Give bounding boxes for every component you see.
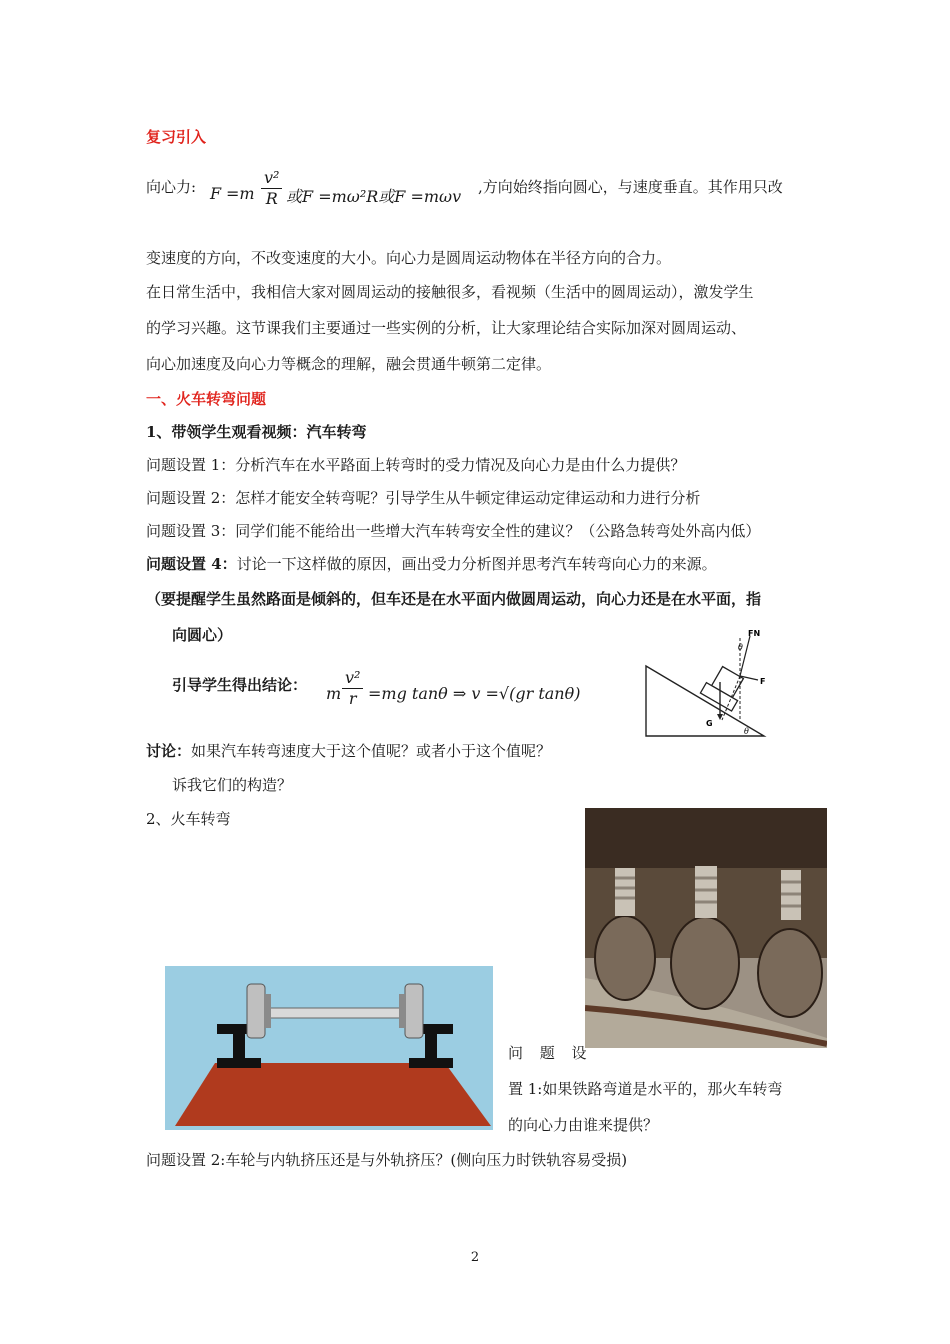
wheel-axle-illustration (165, 966, 493, 1130)
left-wheel (247, 984, 265, 1038)
review-heading: 复习引入 (146, 128, 207, 146)
review-para-3: 向心加速度及向心力等概念的理解，融会贯通牛顿第二定律。 (146, 355, 552, 373)
label-fn: FN (748, 629, 761, 638)
review-para-2: 的学习兴趣。这节课我们主要通过一些实例的分析，让大家理论结合实际加深对圆周运动、 (146, 319, 747, 337)
conclusion-label: 引导学生得出结论： (172, 676, 308, 694)
track-bed (175, 1063, 491, 1126)
incline-triangle (646, 666, 764, 736)
train-question-1-part-b: 置 1:如果铁路弯道是水平的，那火车转弯 (508, 1080, 783, 1098)
reminder-line-2: 向圆心） (172, 626, 233, 644)
discussion-line (146, 741, 551, 761)
force-label: 向心力: (146, 178, 197, 196)
train-question-2: 问题设置 2:车轮与内轨挤压还是与外轨挤压？(侧向压力时铁轨容易受损) (146, 1151, 628, 1169)
label-theta-bottom: θ (744, 727, 749, 736)
train-wheels-photo (585, 808, 827, 1048)
conclusion-fraction (342, 668, 363, 709)
subheading-train: 2、火车转弯 (146, 810, 231, 828)
conclusion-denominator: r (348, 689, 357, 708)
discussion-label: 讨论： (146, 742, 192, 760)
conclusion-formula-m: m (326, 684, 342, 703)
label-theta-top: θ (738, 643, 743, 652)
discussion-text: 如果汽车转弯速度大于这个值呢？或者小于这个值呢？ (191, 742, 552, 760)
force-description: ,方向始终指向圆心，与速度垂直。其作用只改 (478, 178, 783, 196)
train-question-1-part-a: 问 题 设 (508, 1044, 593, 1062)
centripetal-force-line (146, 168, 826, 224)
review-line-2: 变速度的方向，不改变速度的大小。向心力是圆周运动物体在半径方向的合力。 (146, 249, 672, 267)
conclusion-formula-rest: =mg tanθ ⇒ v =√(gr tanθ) (368, 684, 581, 703)
question-4-text: 讨论一下这样做的原因，画出受力分析图并思考汽车转弯向心力的来源。 (236, 555, 717, 573)
reminder-line-1: （要提醒学生虽然路面是倾斜的，但车还是在水平面内做圆周运动，向心力还是在水平面，指 (146, 590, 762, 608)
label-f: F (760, 677, 766, 686)
fraction-denominator: R (265, 189, 278, 208)
question-4-label: 问题设置 4： (146, 555, 237, 573)
normal-force-arrow (740, 636, 750, 676)
train-question-1-part-c: 的向心力由谁来提供？ (508, 1116, 659, 1134)
force-formula-f: F (210, 184, 222, 203)
force-analysis-diagram (640, 626, 770, 740)
question-2: 问题设置 2：怎样才能安全转弯呢？引导学生从牛顿定律运动定律运动和力进行分析 (146, 489, 701, 507)
section-heading: 一、火车转弯问题 (146, 390, 267, 408)
force-formula-alternatives: 或F =mω²R或F =mωv (286, 187, 462, 206)
right-wheel (405, 984, 423, 1038)
review-para-1: 在日常生活中，我相信大家对圆周运动的接触很多，看视频（生活中的圆周运动），激发学生 (146, 283, 754, 301)
question-3: 问题设置 3：同学们能不能给出一些增大汽车转弯安全性的建议？（公路急转弯处外高内低） (146, 522, 761, 540)
page-number: 2 (470, 1250, 480, 1265)
conclusion-line (172, 664, 602, 724)
question-1: 问题设置 1：分析汽车在水平路面上转弯时的受力情况及向心力是由什么力提供？ (146, 456, 686, 474)
force-formula-eq: =m (226, 184, 255, 203)
conclusion-numerator: v² (342, 668, 363, 689)
structure-question: 诉我它们的构造？ (172, 776, 293, 794)
force-fraction (261, 168, 282, 209)
question-4 (146, 554, 717, 574)
axle (265, 1008, 405, 1018)
label-g: G (706, 719, 713, 728)
subheading-car-video: 1、带领学生观看视频：汽车转弯 (146, 423, 367, 441)
fraction-numerator: v² (261, 168, 282, 189)
